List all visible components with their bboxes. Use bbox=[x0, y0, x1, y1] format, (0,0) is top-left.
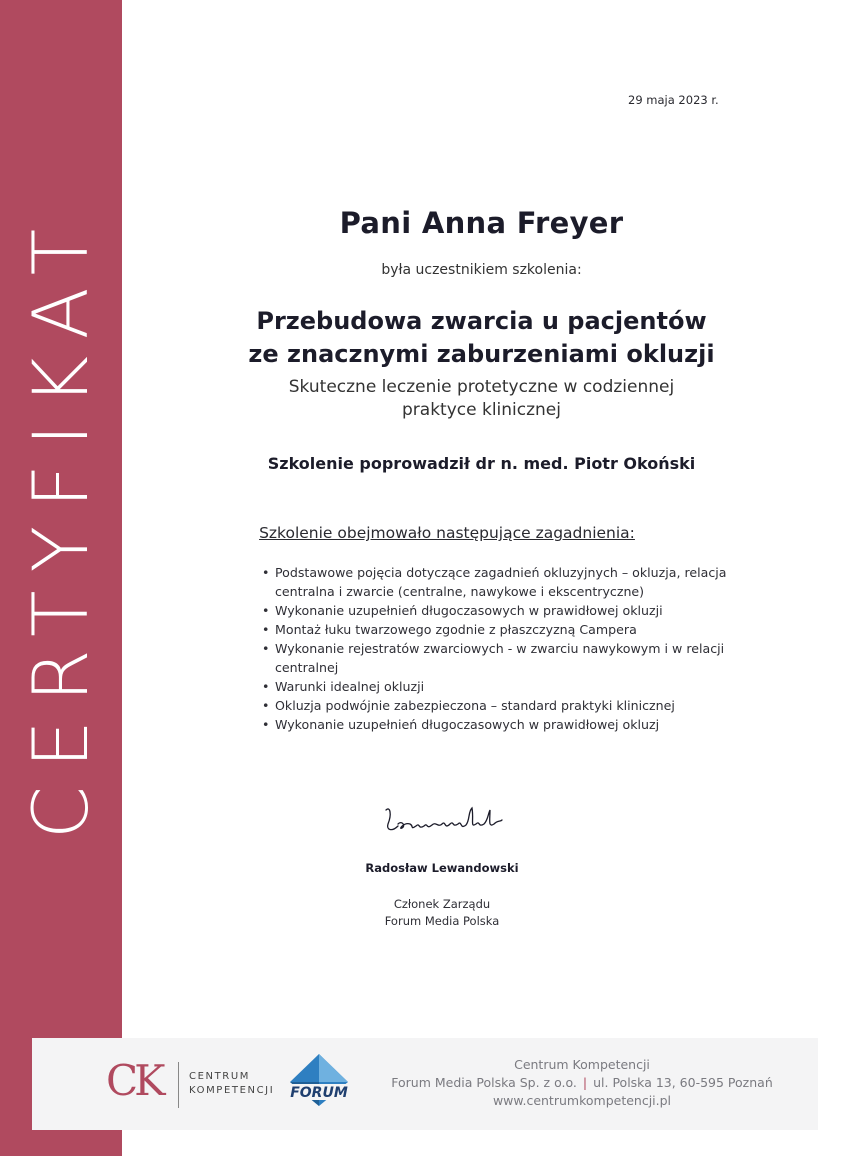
recipient-name: Pani Anna Freyer bbox=[339, 206, 624, 240]
signatory-role bbox=[122, 896, 762, 930]
topics-list bbox=[262, 563, 772, 734]
participant-text: była uczestnikiem szkolenia: bbox=[381, 262, 582, 278]
footer-info bbox=[362, 1056, 802, 1110]
course-title-line1: Przebudowa zwarcia u pacjentów bbox=[256, 307, 707, 335]
footer-address: ul. Polska 13, 60-595 Poznań bbox=[593, 1075, 773, 1090]
forum-logo-text: FORUM bbox=[290, 1085, 348, 1101]
course-subtitle bbox=[122, 376, 841, 422]
ck-logo: CK bbox=[106, 1056, 162, 1105]
topic-item: • Okluzja podwójnie zabezpieczona – standard praktyki klinicznej bbox=[262, 696, 772, 715]
logo-divider bbox=[178, 1062, 179, 1108]
footer bbox=[32, 1038, 818, 1130]
course-subtitle-line2: praktyce klinicznej bbox=[402, 400, 561, 420]
topic-item: • Podstawowe pojęcia dotyczące zagadnień okluzyjnych – okluzja, relacja centralna i zwarcie (centralne, nawykowe i ekscentryczne) bbox=[262, 563, 772, 601]
course-title-line2: ze znacznymi zaburzeniami okluzji bbox=[248, 340, 715, 368]
forum-logo bbox=[286, 1052, 352, 1108]
signatory-role-line1: Członek Zarządu bbox=[393, 897, 491, 911]
course-subtitle-line1: Skuteczne leczenie protetyczne w codziennej bbox=[288, 377, 675, 397]
ck-logo-text bbox=[189, 1070, 274, 1098]
topics-heading: Szkolenie obejmowało następujące zagadnienia: bbox=[259, 524, 635, 542]
signatory-name: Radosław Lewandowski bbox=[365, 861, 519, 875]
topic-item: • Montaż łuku twarzowego zgodnie z płaszczyzną Campera bbox=[262, 620, 772, 639]
footer-org: Centrum Kompetencji bbox=[514, 1057, 650, 1072]
certificate-sidebar bbox=[0, 0, 122, 1156]
ck-text-line2: KOMPETENCJI bbox=[189, 1085, 275, 1096]
handwritten-signature bbox=[380, 800, 510, 838]
topic-item: • Wykonanie rejestratów zwarciowych - w zwarciu nawykowym i w relacji centralnej bbox=[262, 639, 772, 677]
signatory-role-line2: Forum Media Polska bbox=[384, 914, 500, 928]
course-title bbox=[122, 305, 841, 371]
footer-separator: | bbox=[582, 1075, 588, 1090]
topic-item: • Wykonanie uzupełnień długoczasowych w prawidłowej okluzj bbox=[262, 715, 772, 734]
footer-website: www.centrumkompetencji.pl bbox=[492, 1093, 672, 1108]
topic-item: • Wykonanie uzupełnień długoczasowych w prawidłowej okluzji bbox=[262, 601, 772, 620]
footer-address-line bbox=[362, 1074, 802, 1092]
certificate-label: CERTYFIKAT bbox=[16, 210, 105, 840]
ck-text-line1: CENTRUM bbox=[189, 1071, 250, 1082]
footer-company: Forum Media Polska Sp. z o.o. bbox=[391, 1075, 577, 1090]
topic-item: • Warunki idealnej okluzji bbox=[262, 677, 772, 696]
instructor: Szkolenie poprowadził dr n. med. Piotr Okoński bbox=[267, 454, 696, 473]
issue-date: 29 maja 2023 r. bbox=[628, 93, 719, 107]
